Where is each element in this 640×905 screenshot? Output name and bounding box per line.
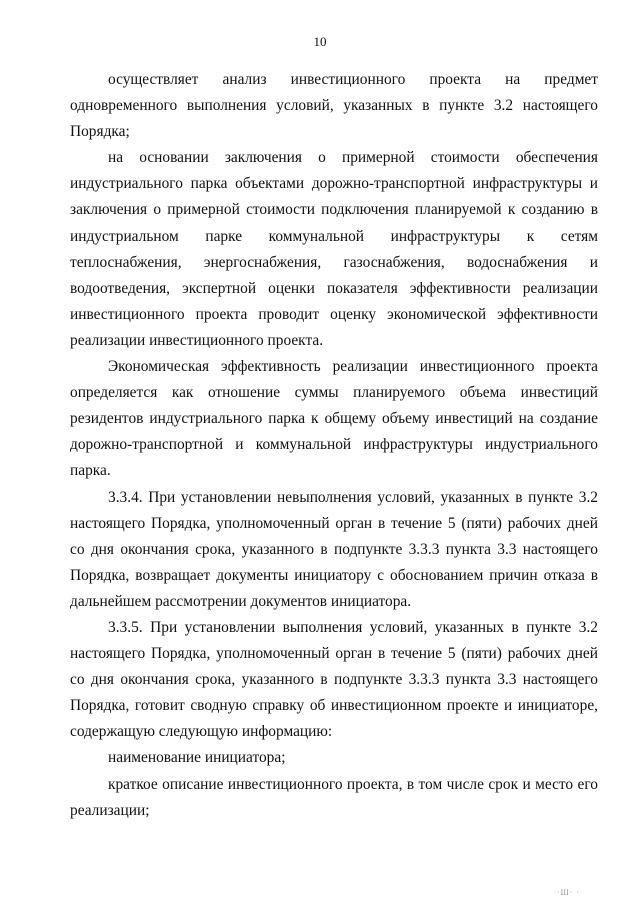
paragraph-economic-assessment: на основании заключения о примерной стоимости обеспечения индустриального парка объектами дорожно-транспортной инфраструктуры и заключения о примерной стоимости подключения планируемой к созданию в индустриальном парке коммунальной инфраструктуры к сетям теплоснабжения, энергоснабжения, газоснабжения, водоснабжения и водоотведения, экспертной оценки показателя эффективности реализации инвестиционного проекта проводит оценку экономической эффективности реализации инвестиционного проекта. xyxy=(70,149,598,349)
paragraph-clause-3-3-5: 3.3.5. При установлении выполнения условий, указанных в пункте 3.2 настоящего Порядка, уполномоченный орган в течение 5 (пяти) рабочих дней со дня окончания срока, указанного в подпункте 3.3.3 пункта 3.3 настоящего Порядка, готовит сводную справку об инвестиционном проекте и инициаторе, содержащую следующую информацию: xyxy=(70,618,598,741)
document-body xyxy=(70,67,598,824)
paragraph-analysis: осуществляет анализ инвестиционного проекта на предмет одновременного выполнения условий, указанных в пункте 3.2 настоящего Порядка; xyxy=(70,71,598,141)
list-item-project-description: краткое описание инвестиционного проекта, в том числе срок и место его реализации; xyxy=(70,775,598,819)
paragraph-efficiency-definition: Экономическая эффективность реализации инвестиционного проекта определяется как отношение суммы планируемого объема инвестиций резидентов индустриального парка к общему объему инвестиций на создание дорожно-транспортной и коммунальной инфраструктуры индустриального парка. xyxy=(70,358,598,480)
paragraph-clause-3-3-4: 3.3.4. При установлении невыполнения условий, указанных в пункте 3.2 настоящего Порядка, уполномоченный орган в течение 5 (пяти) рабочих дней со дня окончания срока, указанного в подпункте 3.3.3 пункта 3.3 настоящего Порядка, возвращает документы инициатору с обоснованием причин отказа в дальнейшем рассмотрении документов инициатора. xyxy=(70,488,598,610)
list-item-initiator-name: наименование инициатора; xyxy=(108,749,286,767)
page-number: 10 xyxy=(313,34,327,49)
scan-artifact-mark: ·Ш· · xyxy=(556,888,580,897)
